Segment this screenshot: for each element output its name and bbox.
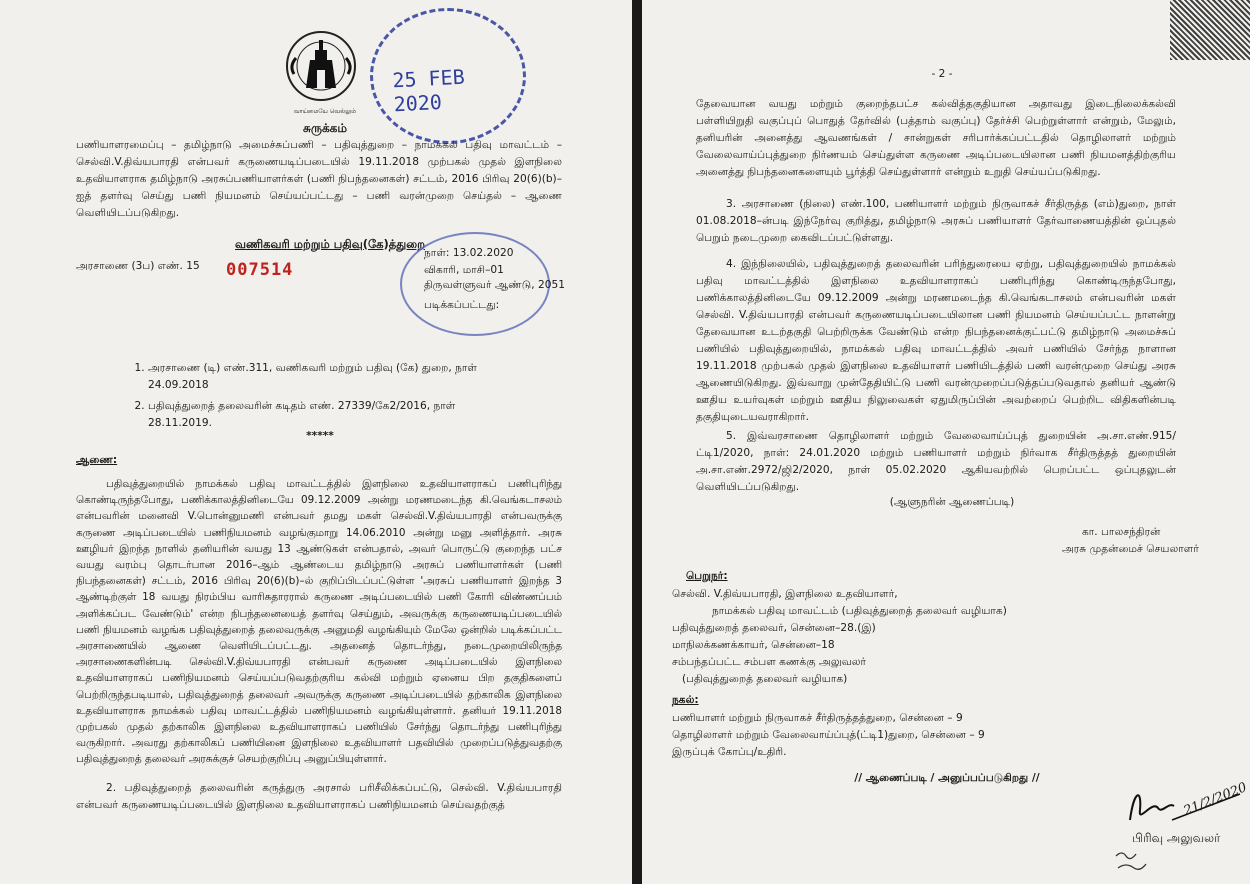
copy-item: பணியாளர் மற்றும் நிருவாகச் சீர்திருத்தத்துறை, சென்னை – 9 — [672, 712, 963, 724]
references-list — [128, 360, 508, 432]
order-paragraph-5 — [696, 428, 1176, 496]
department-name: வணிகவரி மற்றும் பதிவு(கே)த்துறை — [235, 237, 425, 251]
document-page-2 — [642, 0, 1250, 884]
order-paragraph-2 — [76, 780, 562, 814]
recipient-item: மாநிலக்கணக்காயர், சென்னை–18 — [672, 639, 835, 651]
recipient-item: செல்வி. V.திவ்யபாரதி, இளநிலை உதவியாளர், — [672, 588, 898, 600]
read-label: படிக்கப்பட்டது: — [424, 299, 500, 311]
officer-title: பிரிவு அலுவலர் — [1132, 831, 1221, 845]
page-number: - 2 - — [931, 68, 953, 80]
reference-item: 1. அரசாணை (டி) எண்.311, வணிகவரி மற்றும் பதிவு (கே) துறை, நாள் 24.09.2018 — [148, 360, 508, 394]
copy-item: இருப்புக் கோப்பு/உதிரி. — [672, 746, 787, 758]
order-thiruvalluvar-year: திருவள்ளுவர் ஆண்டு, 2051 — [424, 279, 565, 291]
reference-item: 2. பதிவுத்துறைத் தலைவரின் கடிதம் எண். 27339/கே2/2016, நாள் 28.11.2019. — [148, 398, 508, 432]
recipient-item: சம்பந்தப்பட்ட சம்பள கணக்கு அலுவலர் — [672, 656, 867, 668]
order-label: அரசாணை (3ப) எண். 15 — [76, 260, 200, 272]
emblem-motto: வாய்மையே வெல்லும் — [293, 108, 357, 115]
recipient-item: நாமக்கல் பதிவு மாவட்டம் (பதிவுத்துறைத் தலைவர் வழியாக) — [712, 605, 1007, 617]
paragraph-number: 2. — [106, 782, 117, 794]
order-tamil-month: விகாரி, மாசி–01 — [424, 264, 504, 276]
paragraph-2-continued: தேவையான வயது மற்றும் குறைந்தபட்ச கல்வித்தகுதியான அதாவது இடைநிலைக்கல்வி பள்ளியிறுதி வகுப்புப் பொதுத் தேர்வில் (பத்தாம் வகுப்பு) தேர்ச்சி பெற்றுள்ளார் என்றும், மேலும், தனியரின் அனைத்து ஆவணங்கள் / சான்றுகள் சரிபார்க்கப்பட்டதில் தொழிலாளர் மற்றும் வேலைவாய்ப்புத்துறை நிர்ணயம் செய்துள்ள கருணை அடிப்படையிலான பணி நியமனத்திற்குரிய அனைத்து நிபந்தனைகளையும் பூர்த்தி செய்துள்ளார் என்றும் உறுதி செய்யப்படுகிறது. — [696, 98, 1176, 178]
copy-heading: நகல்: — [672, 694, 699, 706]
handwritten-note-icon — [1112, 848, 1152, 876]
summary-text: பணியாளரமைப்பு – தமிழ்நாடு அமைச்சுப்பணி – பதிவுத்துறை – நாமக்கல் பதிவு மாவட்டம் – செல்வி.V.திவ்யபாரதி என்பவர் கருணையடிப்படையில் 19.11.2018 முற்பகல் முதல் இளநிலை உதவியாளராக தமிழ்நாடு அரசுப்பணியாளர்கள் (பணி நிபந்தனைகள்) சட்டம், 2016 பிரிவு 20(6)(b)–ஐத் தளர்வு செய்து பணி நியமனம் செய்யப்பட்டது – பணி வரன்முறை செய்தல் – ஆணை வெளியிடப்படுகிறது. — [76, 139, 562, 219]
copy-item: தொழிலாளர் மற்றும் வேலைவாய்ப்புத்(ட்டி1)துறை, சென்னை – 9 — [672, 729, 985, 741]
recipients-heading: பெறுநர்: — [686, 570, 728, 582]
recipients-list — [672, 586, 1112, 688]
signatory-title: அரசு முதன்மைச் செயலாளர் — [1062, 543, 1199, 555]
separator-stars: ***** — [306, 430, 334, 442]
paragraph-1-text: பதிவுத்துறையில் நாமக்கல் பதிவு மாவட்டத்தில் இளநிலை உதவியாளராகப் பணிபுரிந்து கொண்டிருந்தபோது, பணிக்காலத்தினிடையே 09.12.2009 அன்று மரணமடைந்த கி.வெங்கடாசலம் என்பவரின் மனைவி V.பொன்னுமணி என்பவர் தமது மகள் செல்வி.V.திவ்யபாரதி என்பவருக்கு கருணை அடிப்படையில் பணிநியமனம் வழங்குமாறு 14.06.2010 அன்று மனு அளித்தார். அரசு ஊழியர் இறந்த நாளில் தனியரின் வயது 13 ஆண்டுகள் என்பதால், அவர் பொருட்டு குறைந்த பட்ச வயது வரம்பு தொடர்பான 2016–ஆம் ஆண்டைய தமிழ்நாடு அரசுப் பணியாளர்கள் (பணி நிபந்தனைகள்) சட்டம், 2016 பிரிவு 20(6)(b)–ல் குறிப்பிடப்பட்டுள்ள 'அரசுப் பணியாளர் இறந்த 3 ஆண்டிற்குள் 18 வயது நிரம்பிய வாரிசுதாரரால் கருணை அடிப்படையில் பணி கோரி விண்ணப்பம் அளிக்கப்பட வேண்டும்' என்ற நிபந்தனையைத் தளர்வு செய்தும், அவருக்கு கருணையடிப்படையில் பணி நியமனம் வழங்க பதிவுத்துறைத் தலைவருக்கு அனுமதி வழங்கியும் மேலே ஒன்றில் படிக்கப்பட்ட அரசாணையில் ஆணை வெளியிடப்பட்டது. அதனைத் தொடர்ந்து, நடைமுறையிலிருந்த அரசாணைகளின்படி செல்வி.V.திவ்யபாரதி என்பவர் கருணை அடிப்படையில் இளநிலை உதவியாளராகப் பணிநியமனம் செய்யப்படுவதற்குரிய கல்வி மற்றும் ஏனைய பிற தகுதிகளைப் பெற்றிருந்தபடியால், பதிவுத்துறைத் தலைவர் அவருக்கு கருணை அடிப்படையில் தற்காலிக இளநிலை உதவியாளராக நாமக்கல் பதிவு மாவட்டத்தில் பணிநியமனம் வழங்கியுள்ளார். தனியர் 19.11.2018 முற்பகல் முதல் தற்காலிக இளநிலை உதவியாளராகப் பணியில் சேர்ந்து தொடர்ந்து பணிபுரிந்து வருகிறார். அவரது தற்காலிகப் பணியினை இளநிலை உதவியாளர் பதவியில் முறைப்படுத்துவதற்கு பதிவுத்துறைத் தலைவர் அரசுக்குச் செயற்குறிப்பு அனுப்பியுள்ளார். — [76, 478, 562, 766]
order-paragraph-4 — [696, 256, 1176, 426]
order-date: நாள்: 13.02.2020 — [424, 247, 514, 259]
signature-date: 21/2/2020 — [1181, 780, 1250, 819]
recipient-item: பதிவுத்துறைத் தலைவர், சென்னை–28.(இ) — [672, 622, 876, 634]
copy-list — [672, 710, 1112, 761]
stamp-date: 25 FEB 2020 — [391, 64, 466, 117]
order-heading: ஆணை: — [76, 454, 118, 466]
emblem — [284, 30, 358, 106]
paragraph-number: 5. — [726, 430, 737, 442]
paragraph-number: 3. — [726, 198, 737, 210]
order-paragraph-3 — [696, 196, 1176, 247]
paragraph-number: 4. — [726, 258, 737, 270]
paragraph-2-text: பதிவுத்துறைத் தலைவரின் கருத்துரு அரசால் பரிசீலிக்கப்பட்டு, செல்வி. V.திவ்யபாரதி என்பவர் கருணையடிப்படையில் இளநிலை உதவியாளராகப் பணிநியமனம் செய்வதற்குத் — [76, 782, 562, 811]
paragraph-5-text: இவ்வரசாணை தொழிலாளர் மற்றும் வேலைவாய்ப்புத் துறையின் அ.சா.எண்.915/ட்டி1/2020, நாள்: 24.01.2020 மற்றும் பணியாளர் மற்றும் நிர்வாக சீர்திருத்தத் துறையின் அ.சா.எண்.2972/ஜி2/2020, நாள் 05.02.2020 ஆகியவற்றில் பெறப்பட்ட ஒப்புதலுடன் வெளியிடப்படுகிறது. — [696, 430, 1176, 493]
tamil-nadu-emblem-icon — [284, 30, 358, 106]
paragraph-4-text: இந்நிலையில், பதிவுத்துறைத் தலைவரின் பரிந்துரையை ஏற்று, பதிவுத்துறையில் நாமக்கல் பதிவு மாவட்டத்தில் இளநிலை உதவியாளராகப் பணிபுரிந்து கொண்டிருந்தபோது, பணிக்காலத்தினிடையே 09.12.2009 அன்று மரணமடைந்த கி.வெங்கடாசலம் என்பவரின் மகள் செல்வி. V.திவ்யபாரதி என்பவர் கருணையடிப்படையிலான பணி நியமனம் செய்யப்பட்ட நாளன்று தேவையான உடற்தகுதி பெற்றிருக்க வேண்டும் என்ற நிபந்தனைக்குட்பட்டு தமிழ்நாடு அமைச்சுப் பணியில் பதிவுத்துறையில், நாமக்கல் பதிவு மாவட்டத்தில் அவர் பணியில் சேர்ந்த நாளான 19.11.2018 முற்பகல் முதல் இளநிலை உதவியாளர் பணியிடத்தில் பணி வரன்முறை செய்து அரசு ஆணையிடுகிறது. இவ்வாறு முன்தேதியிட்டு பணி வரன்முறைப்படுத்தப்படுவதால் தனியர் ஆண்டு ஊதிய உயர்வுகள் மற்றும் ஊதிய நிலுவைகள் ஏதுமிருப்பின் அவற்றைப் பெற்றிட விதிகளின்படி தகுதியுடையவராகிறார். — [696, 258, 1177, 423]
by-order-of-governor: (ஆளுநரின் ஆணைப்படி) — [889, 496, 1015, 508]
forwarded-line: // ஆணைப்படி / அனுப்பப்படுகிறது // — [854, 772, 1040, 784]
signatory-name: கா. பாலசந்திரன் — [1082, 526, 1161, 538]
summary-heading: சுருக்கம் — [303, 121, 347, 135]
order-paragraph-1 — [76, 476, 562, 768]
recipient-item: (பதிவுத்துறைத் தலைவர் வழியாக) — [682, 673, 848, 685]
paragraph-3-text: அரசாணை (நிலை) எண்.100, பணியாளர் மற்றும் நிருவாகச் சீர்திருத்த (எம்)துறை, நாள் 01.08.2018–ன்படி இந்நேர்வு குறித்து, தமிழ்நாடு அரசுப் பணியாளர் தேர்வாணையத்தின் ஒப்புதல் பெறும் நடைமுறை கைவிடப்பட்டுள்ளது. — [696, 198, 1176, 244]
scan-artifact-corner — [1170, 0, 1250, 60]
order-number: 007514 — [226, 260, 294, 280]
received-stamp — [370, 8, 526, 144]
